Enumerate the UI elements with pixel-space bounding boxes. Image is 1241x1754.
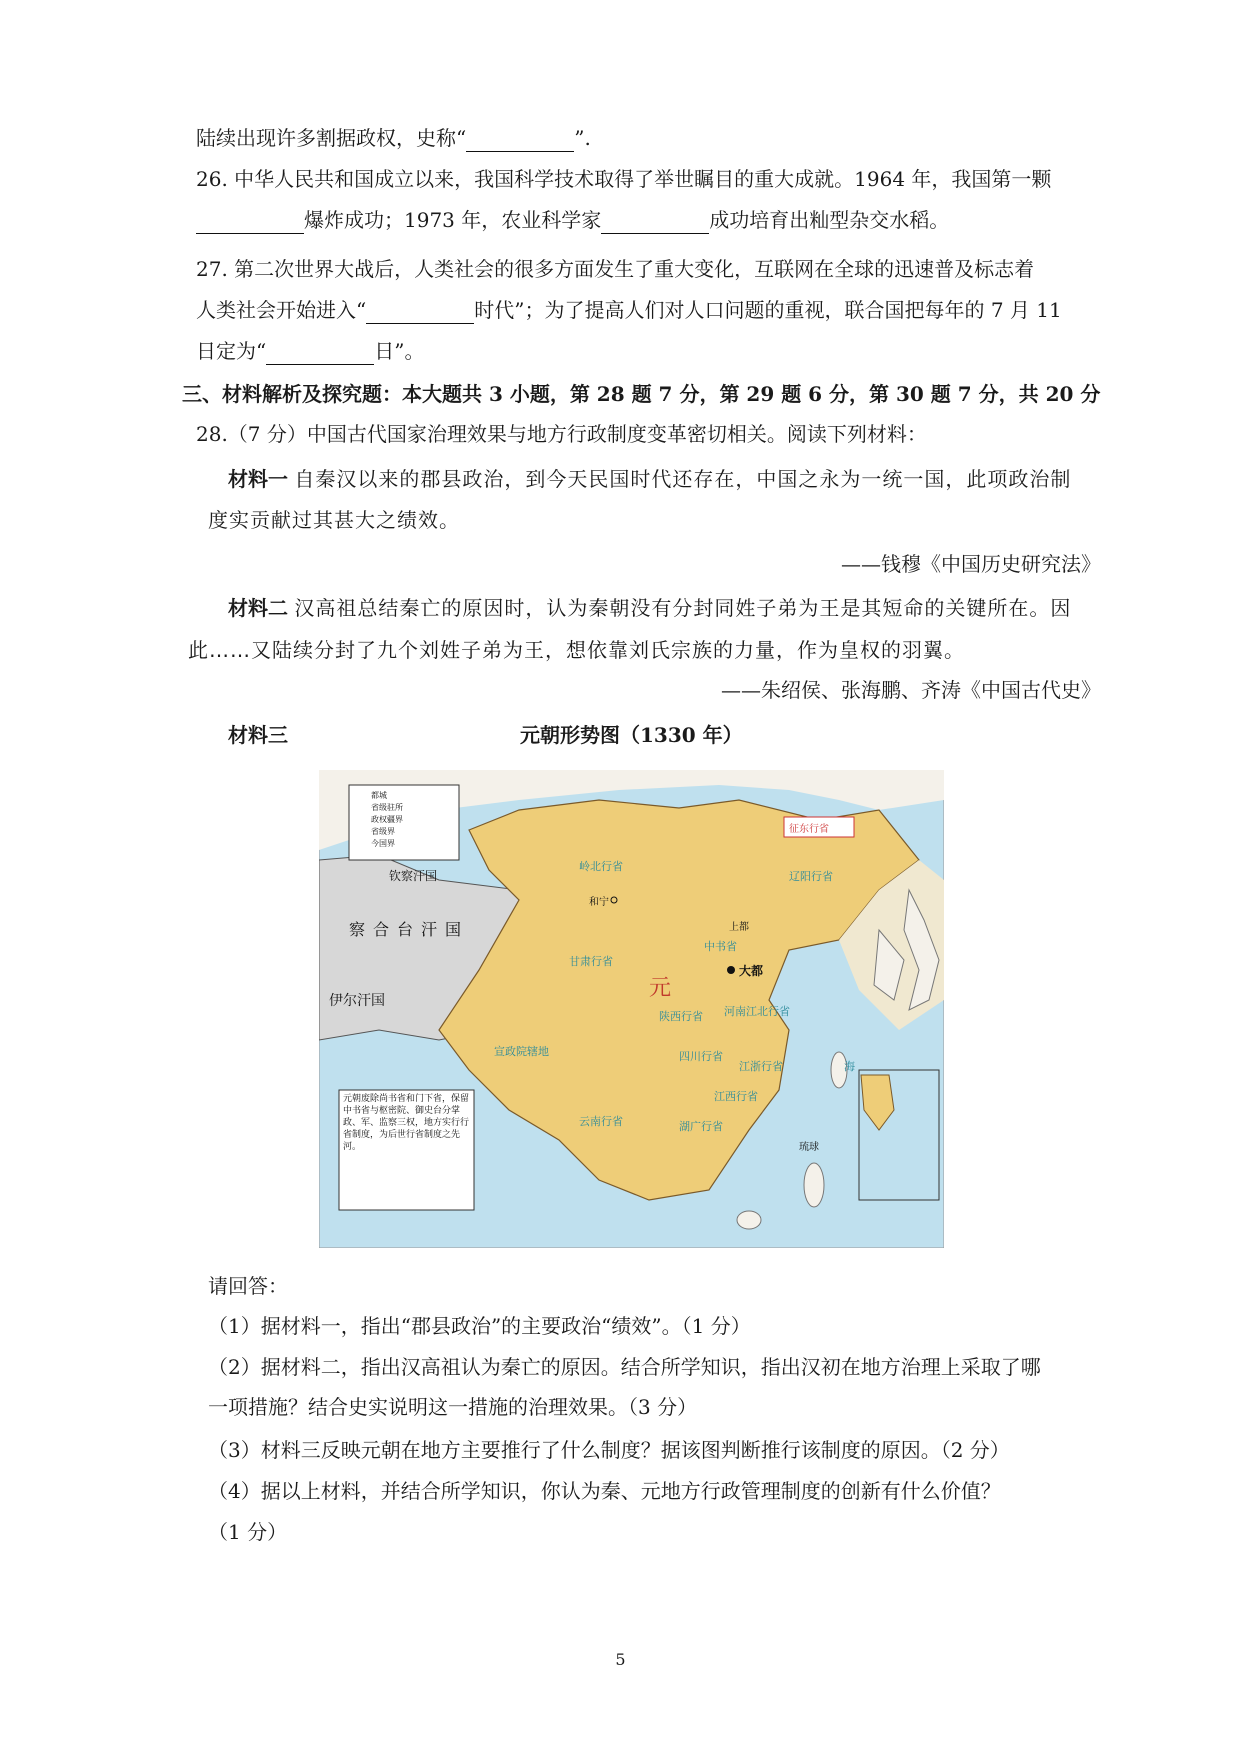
material-1-line2: 度实贡献过其甚大之绩效。 [208,508,460,532]
question-26-line2: 爆炸成功；1973 年，农业科学家 成功培育出籼型杂交水稻。 [196,206,949,234]
label-hening: 和宁 [589,897,609,908]
label-henan: 河南江北行省 [724,1005,790,1018]
label-yuan: 元 [649,976,672,1001]
label-shaanxi: 陕西行省 [659,1010,703,1023]
yuan-dynasty-map [319,770,944,1248]
label-ilkhan: 伊尔汗国 [329,993,385,1009]
label-gansu: 甘肃行省 [569,955,613,968]
subquestion-2-line2: 一项措施？结合史实说明这一措施的治理效果。（3 分） [208,1395,698,1419]
material-2-line2: 此……又陆续分封了九个刘姓子弟为王，想依靠刘氏宗族的力量，作为皇权的羽翼。 [188,638,965,662]
label-zhongshu: 中书省 [704,940,737,953]
capital-marker-icon [727,966,735,974]
answer-blank[interactable] [266,342,374,365]
label-sichuan: 四川行省 [679,1050,723,1063]
material-1: 材料一 自秦汉以来的郡县政治，到今天民国时代还存在，中国之永为一统一国，此项政治制 [228,467,1072,491]
label-huguang: 湖广行省 [679,1120,723,1133]
answer-blank[interactable] [366,301,474,324]
answer-blank[interactable] [196,211,304,234]
legend-modern-border: 今国界 [371,839,395,848]
material-2: 材料二 汉高祖总结秦亡的原因时，认为秦朝没有分封同姓子弟为王是其短命的关键所在。因 [228,596,1072,620]
answer-prompt: 请回答： [208,1274,288,1298]
subquestion-1: （1）据材料一，指出“郡县政治”的主要政治“绩效”。（1 分） [208,1314,751,1338]
question-27: 27. 第二次世界大战后，人类社会的很多方面发生了重大变化，互联网在全球的迅速普及标志着 [196,257,1035,281]
map-note: 元朝废除尚书省和门下省，保留中书省与枢密院、御史台分掌政、军、监察三权，地方实行行省制度，为后世行省制度之先河。 [343,1094,470,1152]
label-dadu: 大都 [739,964,764,978]
answer-blank[interactable] [466,129,574,152]
line-continued: 陆续出现许多割据政权，史称“ ”. [196,126,591,150]
label-sea: 海 [844,1060,855,1073]
map-title: 元朝形势图（1330 年） [520,723,743,747]
legend-capital: 都城 [371,791,387,800]
label-zhengdong: 征东行省 [789,824,829,835]
label-lingbei: 岭北行省 [579,860,623,873]
material-1-source: ——钱穆《中国历史研究法》 [841,552,1101,576]
section-3-heading: 三、材料解析及探究题：本大题共 3 小题，第 28 题 7 分，第 29 题 6 分，第 30 题 7 分，共 20 分 [182,382,1101,406]
question-27-line2: 人类社会开始进入“ 时代”；为了提高人们对人口问题的重视，联合国把每年的 7 月 11 [196,298,1062,322]
label-ryukyu: 琉球 [799,1142,819,1153]
label-jiangzhe: 江浙行省 [739,1060,783,1073]
label-kipchak: 钦察汗国 [389,869,438,883]
legend-regime-border: 政权疆界 [371,815,403,824]
subquestion-2: （2）据材料二，指出汉高祖认为秦亡的原因。结合所学知识，指出汉初在地方治理上采取了哪 [208,1355,1041,1379]
legend-provincial-seat: 省级驻所 [371,803,403,812]
label-chagatai: 察合台汗国 [349,920,470,939]
legend-province-border: 省级界 [371,827,395,836]
question-28-intro: 28.（7 分）中国古代国家治理效果与地方行政制度变革密切相关。阅读下列材料： [196,422,927,446]
question-26: 26. 中华人民共和国成立以来，我国科学技术取得了举世瞩目的重大成就。1964 年，我国第一颗 [196,167,1052,191]
material-1-label: 材料一 [228,467,288,491]
subquestion-4-line2: （1 分） [208,1520,288,1544]
material-2-source: ——朱绍侯、张海鹏、齐涛《中国古代史》 [721,678,1101,702]
label-shangdu: 上都 [729,922,749,933]
label-liaoyang: 辽阳行省 [789,870,833,883]
material-3-label: 材料三 [228,723,288,747]
label-xuanzheng: 宣政院辖地 [494,1045,549,1058]
material-2-label: 材料二 [228,596,288,620]
subquestion-3: （3）材料三反映元朝在地方主要推行了什么制度？据该图判断推行该制度的原因。（2 分） [208,1438,1010,1462]
subquestion-4: （4）据以上材料，并结合所学知识，你认为秦、元地方行政管理制度的创新有什么价值？ [208,1479,1001,1503]
page-number: 5 [615,1650,626,1669]
answer-blank[interactable] [601,211,709,234]
label-jiangxi: 江西行省 [714,1090,758,1103]
question-27-line3: 日定为“ 日”。 [196,339,425,363]
label-yunnan: 云南行省 [579,1115,623,1128]
